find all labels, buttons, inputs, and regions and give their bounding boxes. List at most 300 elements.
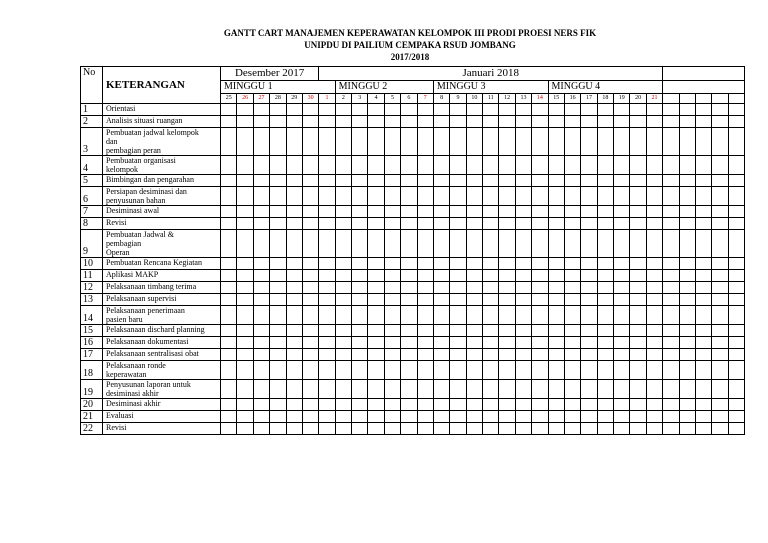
schedule-cell [352, 230, 368, 258]
schedule-cell [499, 187, 515, 206]
schedule-cell [450, 349, 466, 361]
activity-cell [103, 258, 221, 270]
empty-cell [663, 67, 745, 81]
schedule-cell [499, 116, 515, 128]
schedule-cell [483, 206, 499, 218]
schedule-cell [564, 411, 580, 423]
schedule-cell [417, 361, 433, 380]
schedule-cell [302, 156, 318, 175]
schedule-cell [368, 175, 384, 187]
activity-text: Pembuatan jadwal kelompok [106, 128, 199, 137]
schedule-cell [646, 294, 662, 306]
schedule-cell [368, 206, 384, 218]
schedule-cell [597, 187, 613, 206]
schedule-cell [270, 423, 286, 435]
schedule-cell [302, 306, 318, 325]
schedule-cell [581, 423, 597, 435]
schedule-cell [466, 230, 482, 258]
schedule-cell [581, 218, 597, 230]
schedule-cell [712, 423, 728, 435]
activity-cell [103, 399, 221, 411]
schedule-cell [368, 349, 384, 361]
schedule-cell [499, 282, 515, 294]
title-line-2: UNIPDU DI PAILIUM CEMPAKA RSUD JOMBANG [304, 40, 516, 50]
schedule-cell [696, 423, 712, 435]
schedule-cell [712, 218, 728, 230]
schedule-cell [466, 399, 482, 411]
schedule-cell [499, 399, 515, 411]
schedule-cell [221, 325, 237, 337]
schedule-cell [335, 258, 351, 270]
schedule-cell [614, 116, 630, 128]
schedule-cell [237, 380, 253, 399]
schedule-cell [663, 380, 679, 399]
activity-cell [103, 187, 221, 206]
schedule-cell [663, 325, 679, 337]
schedule-cell [237, 156, 253, 175]
schedule-cell [630, 128, 646, 156]
schedule-cell [319, 349, 335, 361]
schedule-cell [270, 116, 286, 128]
schedule-cell [417, 399, 433, 411]
schedule-cell [319, 270, 335, 282]
schedule-cell [335, 187, 351, 206]
schedule-cell [368, 104, 384, 116]
activity-text: Pelaksanaan ronde [106, 361, 166, 370]
schedule-cell [597, 306, 613, 325]
schedule-cell [630, 282, 646, 294]
table-row [81, 156, 745, 175]
schedule-cell [499, 361, 515, 380]
schedule-cell [614, 128, 630, 156]
schedule-cell [548, 187, 564, 206]
schedule-cell [466, 423, 482, 435]
schedule-cell [646, 104, 662, 116]
header-row-months [81, 67, 745, 81]
schedule-cell [237, 337, 253, 349]
schedule-cell [253, 423, 269, 435]
schedule-cell [352, 270, 368, 282]
schedule-cell [352, 187, 368, 206]
schedule-cell [515, 325, 531, 337]
schedule-cell [483, 294, 499, 306]
day-header: 18 [597, 94, 613, 104]
schedule-cell [335, 306, 351, 325]
activity-text: Pembuatan organisasi [106, 156, 176, 165]
schedule-cell [614, 306, 630, 325]
schedule-cell [237, 411, 253, 423]
schedule-cell [237, 306, 253, 325]
schedule-cell [335, 104, 351, 116]
schedule-cell [466, 270, 482, 282]
schedule-cell [581, 282, 597, 294]
schedule-cell [401, 423, 417, 435]
schedule-cell [483, 116, 499, 128]
schedule-cell [221, 206, 237, 218]
schedule-cell [319, 380, 335, 399]
schedule-cell [417, 411, 433, 423]
schedule-cell [564, 380, 580, 399]
schedule-cell [352, 411, 368, 423]
schedule-cell [450, 128, 466, 156]
schedule-cell [630, 325, 646, 337]
schedule-cell [319, 104, 335, 116]
schedule-cell [335, 411, 351, 423]
schedule-cell [319, 128, 335, 156]
schedule-cell [433, 187, 449, 206]
schedule-cell [286, 104, 302, 116]
schedule-cell [384, 399, 400, 411]
gantt-table [80, 66, 745, 435]
schedule-cell [450, 116, 466, 128]
schedule-cell [597, 270, 613, 282]
row-number: 15 [81, 325, 103, 337]
schedule-cell [352, 156, 368, 175]
schedule-cell [433, 306, 449, 325]
schedule-cell [319, 282, 335, 294]
schedule-cell [728, 325, 744, 337]
activity-cell [103, 206, 221, 218]
schedule-cell [466, 104, 482, 116]
day-header: 9 [450, 94, 466, 104]
schedule-cell [679, 337, 695, 349]
schedule-cell [712, 411, 728, 423]
schedule-cell [302, 258, 318, 270]
schedule-cell [499, 230, 515, 258]
schedule-cell [483, 128, 499, 156]
schedule-cell [499, 258, 515, 270]
day-header [679, 94, 695, 104]
activity-text: dan [106, 137, 118, 146]
schedule-cell [679, 230, 695, 258]
day-header: 27 [253, 94, 269, 104]
row-number: 4 [81, 156, 103, 175]
schedule-cell [384, 116, 400, 128]
schedule-cell [597, 361, 613, 380]
schedule-cell [614, 156, 630, 175]
schedule-cell [335, 294, 351, 306]
schedule-cell [483, 337, 499, 349]
schedule-cell [466, 258, 482, 270]
schedule-cell [466, 218, 482, 230]
schedule-cell [728, 156, 744, 175]
schedule-cell [679, 116, 695, 128]
schedule-cell [614, 380, 630, 399]
schedule-cell [253, 361, 269, 380]
schedule-cell [499, 128, 515, 156]
activity-text: Aplikasi MAKP [106, 270, 159, 279]
schedule-cell [417, 380, 433, 399]
schedule-cell [646, 258, 662, 270]
schedule-cell [646, 282, 662, 294]
schedule-cell [335, 218, 351, 230]
schedule-cell [433, 282, 449, 294]
schedule-cell [221, 187, 237, 206]
schedule-cell [663, 104, 679, 116]
schedule-cell [433, 206, 449, 218]
table-row [81, 128, 745, 156]
schedule-cell [712, 349, 728, 361]
schedule-cell [417, 306, 433, 325]
schedule-cell [221, 306, 237, 325]
schedule-cell [614, 206, 630, 218]
day-header: 20 [630, 94, 646, 104]
schedule-cell [663, 399, 679, 411]
schedule-cell [401, 337, 417, 349]
activity-cell [103, 218, 221, 230]
schedule-cell [614, 175, 630, 187]
schedule-cell [401, 187, 417, 206]
activity-cell [103, 230, 221, 258]
schedule-cell [401, 218, 417, 230]
schedule-cell [417, 104, 433, 116]
schedule-cell [581, 116, 597, 128]
schedule-cell [564, 156, 580, 175]
activity-cell [103, 175, 221, 187]
schedule-cell [499, 206, 515, 218]
schedule-cell [712, 399, 728, 411]
schedule-cell [483, 175, 499, 187]
schedule-cell [515, 361, 531, 380]
schedule-cell [237, 349, 253, 361]
schedule-cell [286, 380, 302, 399]
schedule-cell [253, 116, 269, 128]
schedule-cell [450, 380, 466, 399]
schedule-cell [270, 206, 286, 218]
schedule-cell [630, 380, 646, 399]
schedule-cell [253, 218, 269, 230]
activity-text: Penyusunan laporan untuk [106, 380, 191, 389]
schedule-cell [466, 116, 482, 128]
schedule-cell [319, 230, 335, 258]
schedule-cell [433, 175, 449, 187]
activity-cell [103, 325, 221, 337]
schedule-cell [597, 218, 613, 230]
table-row [81, 187, 745, 206]
schedule-cell [253, 175, 269, 187]
schedule-cell [302, 294, 318, 306]
activity-text: pembagian peran [106, 146, 161, 155]
row-number: 11 [81, 270, 103, 282]
day-header: 4 [368, 94, 384, 104]
schedule-cell [335, 156, 351, 175]
schedule-cell [597, 380, 613, 399]
schedule-cell [319, 411, 335, 423]
schedule-cell [270, 294, 286, 306]
schedule-cell [696, 116, 712, 128]
schedule-cell [728, 294, 744, 306]
schedule-cell [368, 423, 384, 435]
schedule-cell [483, 270, 499, 282]
schedule-cell [483, 380, 499, 399]
schedule-cell [237, 128, 253, 156]
schedule-cell [564, 187, 580, 206]
schedule-cell [368, 128, 384, 156]
schedule-cell [352, 380, 368, 399]
schedule-cell [696, 349, 712, 361]
schedule-cell [597, 349, 613, 361]
activity-text: Pembuatan Jadwal & [106, 230, 174, 239]
schedule-cell [696, 380, 712, 399]
schedule-cell [663, 116, 679, 128]
activity-text: Revisi [106, 218, 127, 227]
schedule-cell [614, 230, 630, 258]
activity-cell [103, 294, 221, 306]
activity-text: pasien baru [106, 315, 143, 324]
schedule-cell [319, 325, 335, 337]
schedule-cell [646, 423, 662, 435]
schedule-cell [532, 206, 548, 218]
schedule-cell [368, 337, 384, 349]
schedule-cell [401, 258, 417, 270]
schedule-cell [564, 294, 580, 306]
schedule-cell [401, 230, 417, 258]
schedule-cell [352, 349, 368, 361]
schedule-cell [564, 218, 580, 230]
activity-cell [103, 380, 221, 399]
schedule-cell [548, 349, 564, 361]
schedule-cell [548, 325, 564, 337]
schedule-cell [302, 104, 318, 116]
schedule-cell [253, 399, 269, 411]
schedule-cell [253, 104, 269, 116]
schedule-cell [548, 258, 564, 270]
schedule-cell [483, 325, 499, 337]
schedule-cell [581, 337, 597, 349]
schedule-cell [466, 187, 482, 206]
schedule-cell [712, 230, 728, 258]
row-number: 20 [81, 399, 103, 411]
schedule-cell [433, 230, 449, 258]
schedule-cell [597, 258, 613, 270]
schedule-cell [417, 175, 433, 187]
schedule-cell [597, 337, 613, 349]
schedule-cell [352, 258, 368, 270]
schedule-cell [302, 206, 318, 218]
schedule-cell [630, 306, 646, 325]
schedule-cell [237, 187, 253, 206]
schedule-cell [253, 349, 269, 361]
schedule-cell [532, 337, 548, 349]
schedule-cell [548, 128, 564, 156]
schedule-cell [466, 128, 482, 156]
schedule-cell [450, 187, 466, 206]
day-header: 15 [548, 94, 564, 104]
schedule-cell [450, 270, 466, 282]
schedule-cell [483, 187, 499, 206]
schedule-cell [515, 230, 531, 258]
schedule-cell [270, 306, 286, 325]
schedule-cell [319, 294, 335, 306]
schedule-cell [728, 218, 744, 230]
schedule-cell [253, 294, 269, 306]
schedule-cell [221, 128, 237, 156]
schedule-cell [581, 411, 597, 423]
schedule-cell [728, 399, 744, 411]
schedule-cell [581, 258, 597, 270]
schedule-cell [728, 282, 744, 294]
schedule-cell [515, 206, 531, 218]
schedule-cell [532, 104, 548, 116]
schedule-cell [581, 206, 597, 218]
schedule-cell [548, 270, 564, 282]
schedule-cell [663, 306, 679, 325]
schedule-cell [221, 282, 237, 294]
day-header: 10 [466, 94, 482, 104]
schedule-cell [630, 156, 646, 175]
schedule-cell [237, 175, 253, 187]
schedule-cell [450, 218, 466, 230]
schedule-cell [499, 380, 515, 399]
day-header: 25 [221, 94, 237, 104]
header-keterangan: KETERANGAN [103, 67, 221, 104]
schedule-cell [384, 218, 400, 230]
row-number: 2 [81, 116, 103, 128]
activity-cell [103, 156, 221, 175]
schedule-cell [302, 218, 318, 230]
schedule-cell [286, 270, 302, 282]
schedule-cell [564, 104, 580, 116]
schedule-cell [319, 187, 335, 206]
schedule-cell [286, 258, 302, 270]
table-row [81, 104, 745, 116]
schedule-cell [417, 206, 433, 218]
schedule-cell [335, 399, 351, 411]
schedule-cell [270, 218, 286, 230]
schedule-cell [335, 361, 351, 380]
schedule-cell [515, 258, 531, 270]
schedule-cell [564, 325, 580, 337]
schedule-cell [597, 230, 613, 258]
activity-text: Revisi [106, 423, 127, 432]
schedule-cell [335, 380, 351, 399]
month-januari: Januari 2018 [319, 67, 663, 81]
schedule-cell [450, 258, 466, 270]
schedule-cell [450, 294, 466, 306]
schedule-cell [548, 218, 564, 230]
schedule-cell [319, 399, 335, 411]
schedule-cell [532, 187, 548, 206]
schedule-cell [532, 349, 548, 361]
week-4: MINGGU 4 [548, 81, 663, 94]
schedule-cell [532, 156, 548, 175]
schedule-cell [532, 218, 548, 230]
schedule-cell [712, 104, 728, 116]
day-header: 21 [646, 94, 662, 104]
schedule-cell [696, 175, 712, 187]
schedule-cell [433, 294, 449, 306]
schedule-cell [548, 175, 564, 187]
schedule-cell [335, 325, 351, 337]
schedule-cell [515, 128, 531, 156]
row-number: 10 [81, 258, 103, 270]
schedule-cell [630, 258, 646, 270]
row-number: 18 [81, 361, 103, 380]
schedule-cell [433, 361, 449, 380]
schedule-cell [270, 104, 286, 116]
schedule-cell [286, 156, 302, 175]
schedule-cell [532, 306, 548, 325]
schedule-cell [663, 294, 679, 306]
schedule-cell [450, 411, 466, 423]
schedule-cell [433, 270, 449, 282]
schedule-cell [352, 104, 368, 116]
table-row [81, 270, 745, 282]
row-number: 21 [81, 411, 103, 423]
schedule-cell [679, 361, 695, 380]
schedule-cell [384, 187, 400, 206]
schedule-cell [728, 104, 744, 116]
